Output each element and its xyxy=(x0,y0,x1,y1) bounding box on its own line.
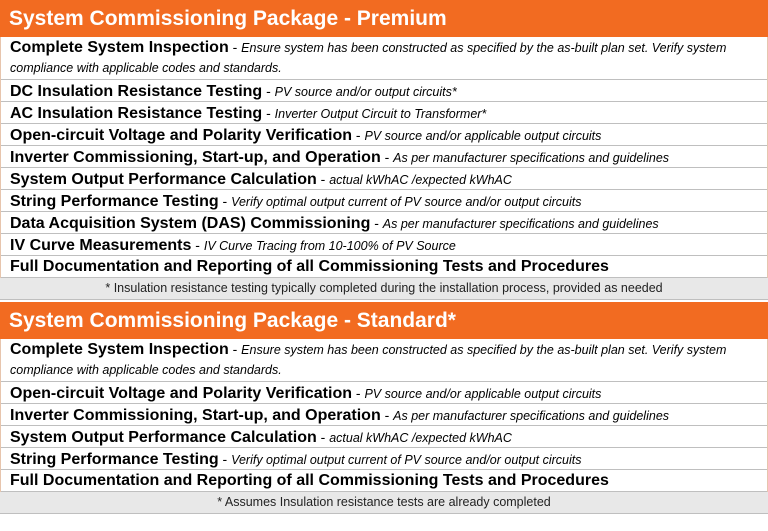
premium-item-inspection xyxy=(1,37,767,80)
standard-item-inverter xyxy=(1,404,767,426)
item-title: AC Insulation Resistance Testing xyxy=(10,105,263,122)
item-separator: - xyxy=(218,193,232,209)
item-description: As per manufacturer specifications and guidelines xyxy=(393,151,670,165)
item-separator: - xyxy=(352,127,365,143)
item-description: PV source and/or applicable output circuits xyxy=(364,387,602,401)
item-separator: - xyxy=(352,385,365,401)
item-title: System Output Performance Calculation xyxy=(10,429,317,446)
item-separator: - xyxy=(380,149,394,165)
premium-footnote: * Insulation resistance testing typically completed during the installation process, provided as needed xyxy=(0,278,768,300)
item-separator: - xyxy=(316,171,330,187)
item-separator: - xyxy=(218,451,232,467)
item-title: String Performance Testing xyxy=(10,451,219,468)
premium-item-ac-insulation xyxy=(1,102,767,124)
standard-footnote: * Assumes Insulation resistance tests are already completed xyxy=(0,492,768,514)
item-description: PV source and/or output circuits* xyxy=(274,85,457,99)
item-separator: - xyxy=(380,407,394,423)
item-description: Verify optimal output current of PV source and/or output circuits xyxy=(231,453,582,467)
item-title: DC Insulation Resistance Testing xyxy=(10,83,263,100)
standard-item-output-performance xyxy=(1,426,767,448)
item-description: actual kWhAC /expected kWhAC xyxy=(329,431,512,445)
item-separator: - xyxy=(316,429,330,445)
item-title: Data Acquisition System (DAS) Commissioning xyxy=(10,215,371,232)
standard-item-string-performance xyxy=(1,448,767,470)
item-separator: - xyxy=(370,215,383,231)
premium-item-das xyxy=(1,212,767,234)
item-description: IV Curve Tracing from 10-100% of PV Source xyxy=(203,239,456,253)
item-title: Complete System Inspection xyxy=(10,341,229,358)
item-title: Full Documentation and Reporting of all Commissioning Tests and Procedures xyxy=(10,472,609,489)
premium-item-inverter xyxy=(1,146,767,168)
item-description: Verify optimal output current of PV source and/or output circuits xyxy=(231,195,582,209)
item-description: PV source and/or applicable output circuits xyxy=(364,129,602,143)
premium-item-documentation xyxy=(1,256,767,278)
premium-item-iv-curve xyxy=(1,234,767,256)
premium-item-list xyxy=(0,37,768,278)
item-title: System Output Performance Calculation xyxy=(10,171,317,188)
item-description: Inverter Output Circuit to Transformer* xyxy=(274,107,487,121)
premium-package-title: System Commissioning Package - Premium xyxy=(0,0,768,37)
standard-item-voltage-polarity xyxy=(1,382,767,404)
item-title: Open-circuit Voltage and Polarity Verification xyxy=(10,127,352,144)
item-description: actual kWhAC /expected kWhAC xyxy=(329,173,512,187)
item-description: As per manufacturer specifications and guidelines xyxy=(382,217,659,231)
item-title: Inverter Commissioning, Start-up, and Operation xyxy=(10,149,381,166)
item-title: Open-circuit Voltage and Polarity Verification xyxy=(10,385,352,402)
premium-item-voltage-polarity xyxy=(1,124,767,146)
item-separator: - xyxy=(228,39,242,55)
standard-package-title: System Commissioning Package - Standard* xyxy=(0,302,768,339)
premium-item-output-performance xyxy=(1,168,767,190)
item-title: Complete System Inspection xyxy=(10,39,229,56)
standard-item-inspection xyxy=(1,339,767,382)
item-title: IV Curve Measurements xyxy=(10,237,192,254)
standard-package xyxy=(0,302,768,514)
item-separator: - xyxy=(228,341,242,357)
item-separator: - xyxy=(191,237,204,253)
item-separator: - xyxy=(262,83,275,99)
standard-item-documentation xyxy=(1,470,767,492)
item-description: Ensure system has been constructed as specified by the as-built plan set. Verify system compliance with applicable codes and standards. xyxy=(10,343,727,377)
standard-item-list xyxy=(0,339,768,492)
item-title: Inverter Commissioning, Start-up, and Operation xyxy=(10,407,381,424)
item-title: Full Documentation and Reporting of all Commissioning Tests and Procedures xyxy=(10,258,609,275)
item-separator: - xyxy=(262,105,275,121)
premium-item-string-performance xyxy=(1,190,767,212)
premium-item-dc-insulation xyxy=(1,80,767,102)
item-description: As per manufacturer specifications and guidelines xyxy=(393,409,670,423)
item-description: Ensure system has been constructed as specified by the as-built plan set. Verify system compliance with applicable codes and standards. xyxy=(10,41,727,75)
item-title: String Performance Testing xyxy=(10,193,219,210)
